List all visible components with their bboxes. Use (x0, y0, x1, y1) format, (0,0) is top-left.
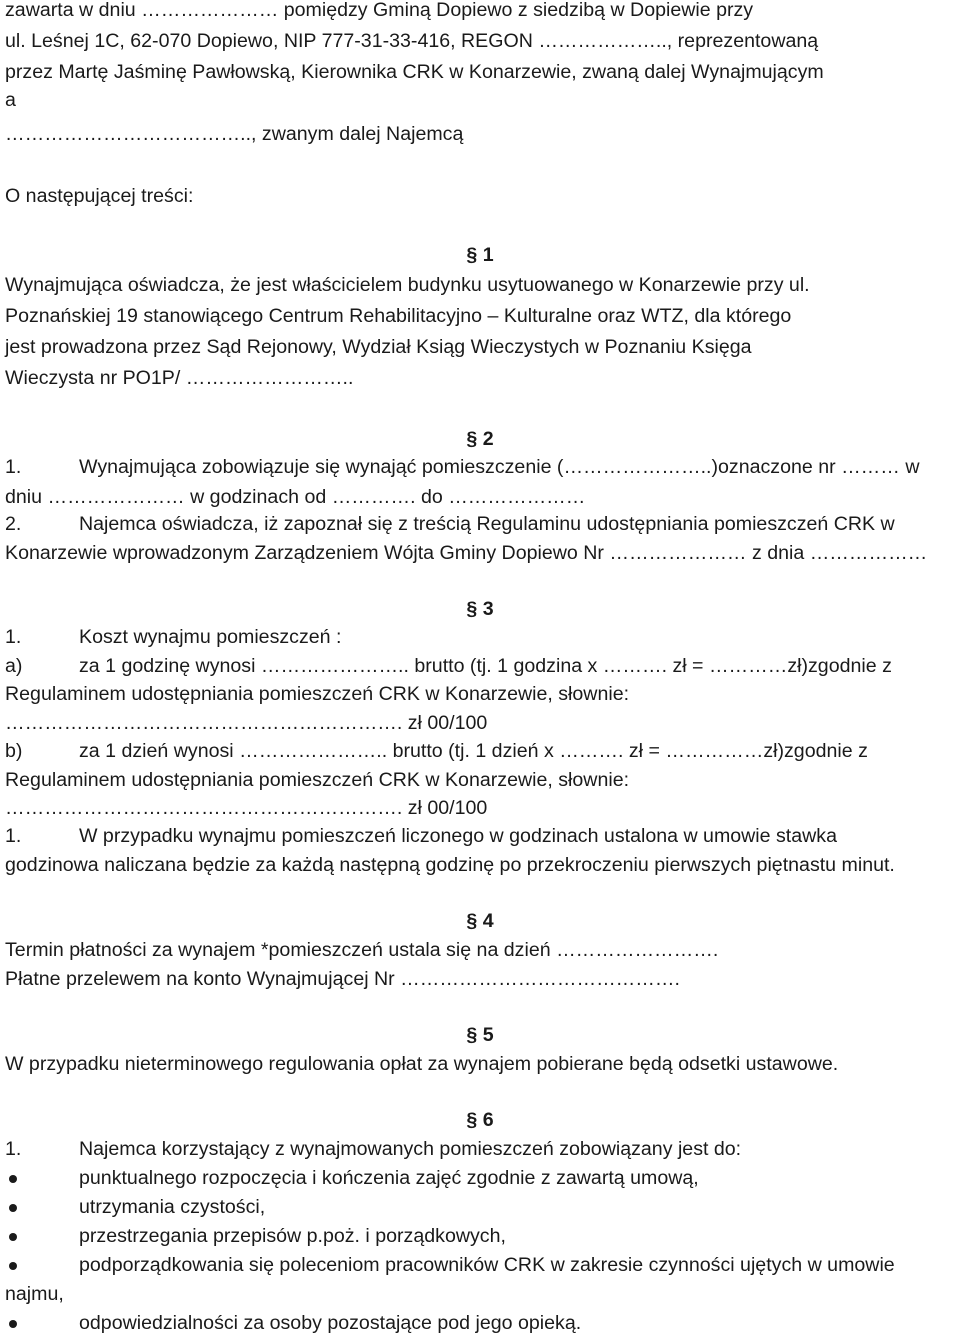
s3-item-b-cont-1: Regulaminem udostępniania pomieszczeń CRK w Konarzewie, słownie: (5, 769, 630, 791)
intro-line-6: O następującej treści: (5, 185, 194, 207)
bullet-item (0, 1222, 960, 1250)
section-number: 4 (482, 910, 494, 932)
list-number: 1. (5, 626, 22, 648)
list-number: 1. (5, 825, 22, 847)
section-6-heading (0, 1106, 960, 1134)
s3-item-a-cont-2: ……………………………………………………. zł 00/100 (5, 712, 488, 734)
section-sign: § (466, 910, 478, 932)
s3-item-2 (0, 822, 960, 850)
s2-item-1-cont: dniu ………………… w godzinach od …………. do ………………… (5, 486, 586, 508)
list-letter: a) (5, 655, 23, 677)
bullet-icon (9, 1320, 17, 1328)
list-text: Najemca korzystający z wynajmowanych pomieszczeń zobowiązany jest do: (79, 1138, 742, 1160)
s6-item-1 (0, 1135, 960, 1163)
section-2-heading (0, 425, 960, 453)
bullet-icon (9, 1233, 17, 1241)
section-sign: § (466, 244, 478, 266)
s3-item-a (0, 652, 960, 680)
s3-item-a-cont-1: Regulaminem udostępniania pomieszczeń CRK w Konarzewie, słownie: (5, 683, 630, 705)
bullet-text: podporządkowania się poleceniom pracowników CRK w zakresie czynności ujętych w umowie (79, 1254, 895, 1276)
s2-item-2-cont: Konarzewie wprowadzonym Zarządzeniem Wójta Gminy Dopiewo Nr ………………… z dnia ……………… (5, 542, 928, 564)
list-number: 1. (5, 1138, 22, 1160)
intro-line-5: ……………………………….., zwanym dalej Najemcą (5, 123, 464, 145)
s4-line-1: Termin płatności za wynajem *pomieszczeń ustala się na dzień ……………………. (5, 939, 719, 961)
section-1-heading (0, 241, 960, 269)
list-letter: b) (5, 740, 23, 762)
list-text: za 1 dzień wynosi ………………….. brutto (tj. 1 dzień x ………. zł = ……………zł)zgodnie z (79, 740, 868, 762)
list-number: 1. (5, 456, 22, 478)
section-number: 3 (482, 598, 494, 620)
bullet-item (0, 1193, 960, 1221)
section-number: 1 (482, 244, 494, 266)
s4-line-2: Płatne przelewem na konto Wynajmującej Nr ……………………………………. (5, 968, 680, 990)
s3-item-1 (0, 623, 960, 651)
s1-line-1: Wynajmująca oświadcza, że jest właścicielem budynku usytuowanego w Konarzewie przy ul. (5, 274, 810, 296)
bullet-icon (9, 1175, 17, 1183)
bullet-text: odpowiedzialności za osoby pozostające pod jego opieką. (79, 1312, 582, 1334)
bullet-item (0, 1164, 960, 1192)
s1-line-3: jest prowadzona przez Sąd Rejonowy, Wydział Ksiąg Wieczystych w Poznaniu Księga (5, 336, 752, 358)
bullet-icon (9, 1204, 17, 1212)
bullet-item (0, 1251, 960, 1279)
s5-line-1: W przypadku nieterminowego regulowania opłat za wynajem pobierane będą odsetki ustawowe. (5, 1053, 839, 1075)
list-text: W przypadku wynajmu pomieszczeń liczonego w godzinach ustalona w umowie stawka (79, 825, 837, 847)
section-3-heading (0, 595, 960, 623)
s3-item-2-cont: godzinowa naliczana będzie za każdą następną godzinę po przekroczeniu pierwszych piętnastu minut. (5, 854, 895, 876)
section-sign: § (466, 428, 478, 450)
section-sign: § (466, 598, 478, 620)
section-number: 2 (482, 428, 494, 450)
s3-item-b (0, 737, 960, 765)
s1-line-2: Poznańskiej 19 stanowiącego Centrum Rehabilitacyjno – Kulturalne oraz WTZ, dla którego (5, 305, 792, 327)
list-text: za 1 godzinę wynosi ………………….. brutto (tj. 1 godzina x ………. zł = …………zł)zgodnie z (79, 655, 892, 677)
list-number: 2. (5, 513, 22, 535)
s1-line-4: Wieczysta nr PO1P/ …………………….. (5, 367, 354, 389)
section-sign: § (466, 1024, 478, 1046)
bullet-item-cont: najmu, (5, 1283, 64, 1305)
list-text: Wynajmująca zobowiązuje się wynająć pomieszczenie (…………………..)oznaczone nr ……… w (79, 456, 920, 478)
section-5-heading (0, 1021, 960, 1049)
intro-line-4: a (5, 89, 16, 111)
section-number: 5 (482, 1024, 494, 1046)
list-text: Koszt wynajmu pomieszczeń : (79, 626, 342, 648)
bullet-text: przestrzegania przepisów p.poż. i porządkowych, (79, 1225, 506, 1247)
s3-item-b-cont-2: ……………………………………………………. zł 00/100 (5, 797, 488, 819)
section-4-heading (0, 907, 960, 935)
s2-item-2 (0, 510, 960, 538)
section-sign: § (466, 1109, 478, 1131)
intro-line-1: zawarta w dniu ………………… pomiędzy Gminą Dopiewo z siedzibą w Dopiewie przy (5, 0, 754, 21)
section-number: 6 (482, 1109, 494, 1131)
intro-line-3: przez Martę Jaśminę Pawłowską, Kierownika CRK w Konarzewie, zwaną dalej Wynajmującym (5, 61, 824, 83)
intro-line-2: ul. Leśnej 1C, 62-070 Dopiewo, NIP 777-31-33-416, REGON ……………….., reprezentowaną (5, 30, 819, 52)
s2-item-1 (0, 453, 960, 481)
bullet-icon (9, 1262, 17, 1270)
bullet-text: punktualnego rozpoczęcia i kończenia zajęć zgodnie z zawartą umową, (79, 1167, 699, 1189)
list-text: Najemca oświadcza, iż zapoznał się z treścią Regulaminu udostępniania pomieszczeń CRK w (79, 513, 895, 535)
bullet-text: utrzymania czystości, (79, 1196, 266, 1218)
bullet-item (0, 1309, 960, 1337)
